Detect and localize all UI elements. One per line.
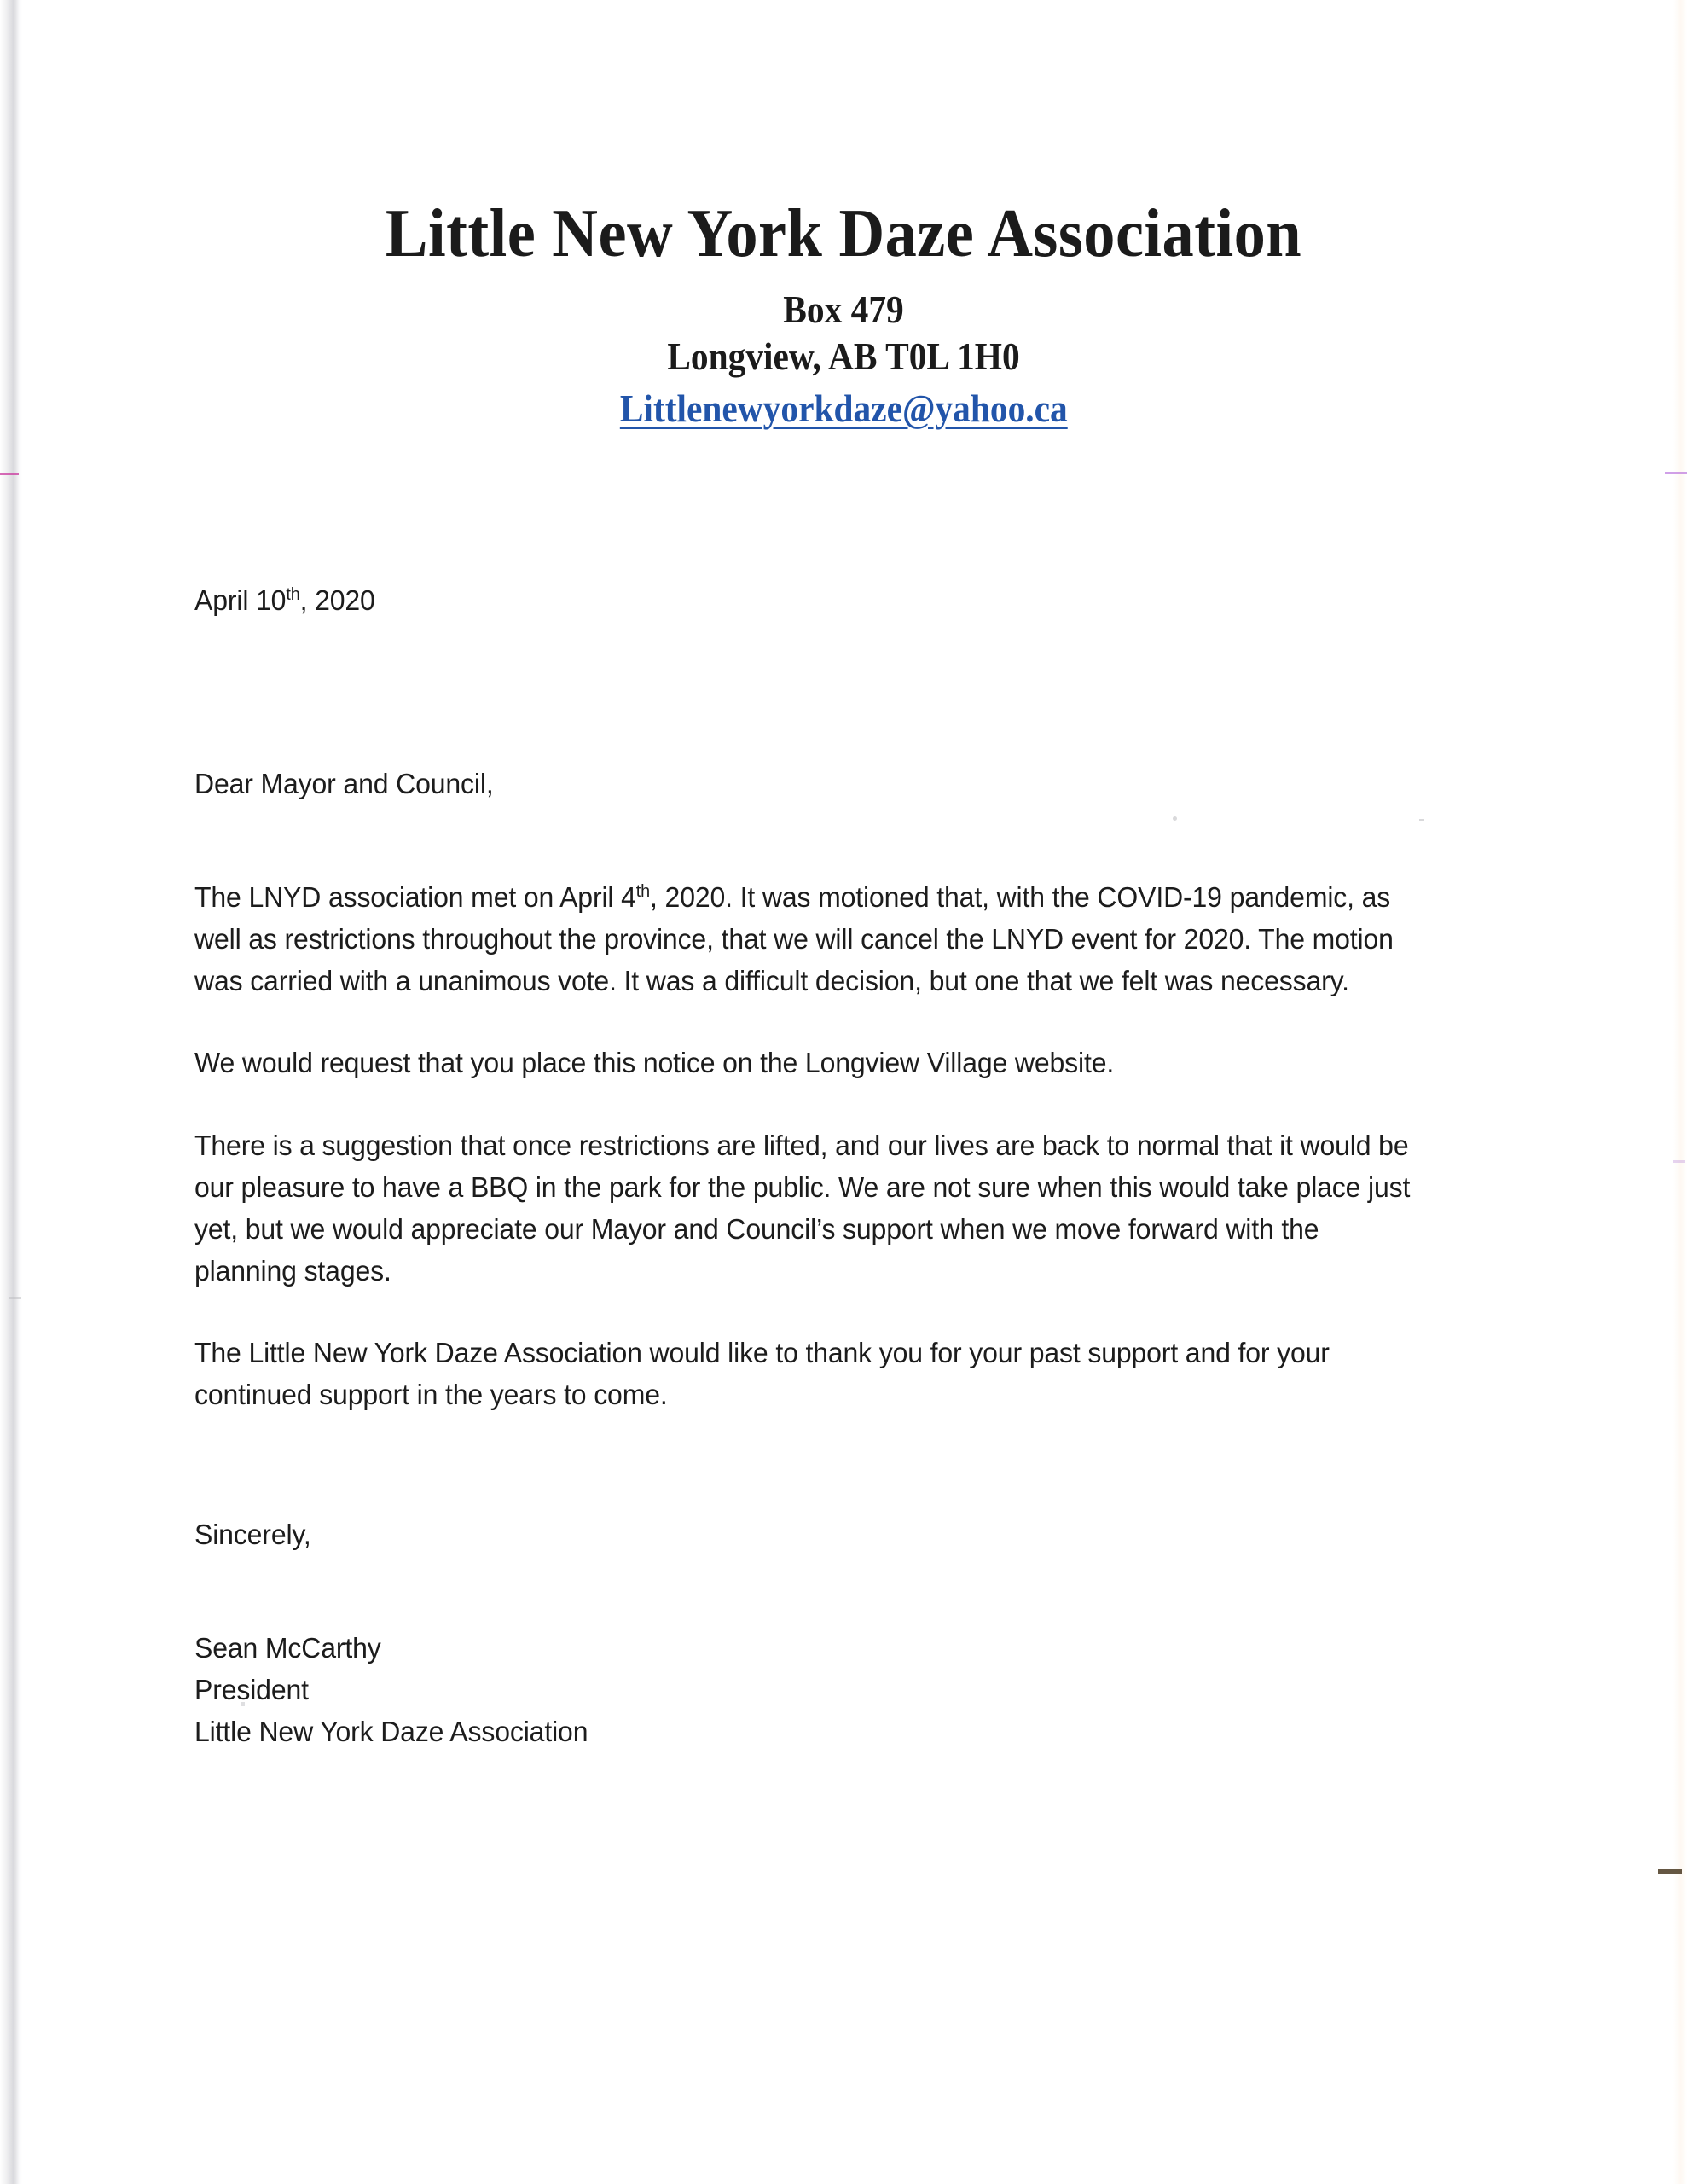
salutation: Dear Mayor and Council, xyxy=(194,769,494,800)
scan-registration-mark-left xyxy=(0,473,19,475)
signer-organization: Little New York Daze Association xyxy=(194,1716,588,1748)
paragraph-1-ordinal-suffix: th xyxy=(635,880,651,901)
closing-salutation: Sincerely, xyxy=(194,1519,311,1551)
letter-body xyxy=(194,580,1482,1753)
city-province-postal-line: Longview, AB T0L 1H0 xyxy=(667,334,1020,378)
body-paragraph-4: The Little New York Daze Association would like to thank you for your past support and for your continued support in the years to come. xyxy=(194,1338,1330,1411)
signer-name: Sean McCarthy xyxy=(194,1633,381,1664)
date-year: , 2020 xyxy=(299,585,375,617)
organization-title: Little New York Daze Association xyxy=(385,196,1302,271)
body-paragraph-1 xyxy=(194,877,1424,1002)
scan-registration-mark-right xyxy=(1665,472,1687,474)
po-box-line: Box 479 xyxy=(783,288,904,331)
date-line xyxy=(194,580,1424,622)
letterhead xyxy=(0,196,1687,433)
scan-speck xyxy=(9,1297,21,1299)
email-link[interactable]: Littlenewyorkdaze@yahoo.ca xyxy=(619,386,1068,430)
signature-block xyxy=(194,1628,1424,1753)
scan-dash-mark-bottom-right xyxy=(1658,1869,1682,1874)
body-paragraph-3: There is a suggestion that once restrictions are lifted, and our lives are back to normal that it would be our pleasure to have a BBQ in the park for the public. We are not sure when this would take place just yet, but we would appreciate our Mayor and Council’s support when we move forward with the planning stages. xyxy=(194,1130,1411,1287)
date-ordinal-suffix: th xyxy=(286,584,300,604)
paragraph-1-text-before-ordinal: The LNYD association met on April 4 xyxy=(194,882,636,914)
date-month-day: April 10 xyxy=(194,585,287,617)
paragraph-1-text-after-ordinal: , 2020. It was motioned that, with the COVID-19 pandemic, as well as restrictions throughout the province, that we will cancel the LNYD event for 2020. The motion was carried with a unanimous vote. It was a difficult decision, but one that we felt was necessary. xyxy=(194,882,1394,997)
scan-registration-mark-right-lower xyxy=(1673,1160,1685,1163)
signer-title: President xyxy=(194,1675,309,1706)
body-paragraph-2: We would request that you place this notice on the Longview Village website. xyxy=(194,1048,1115,1079)
